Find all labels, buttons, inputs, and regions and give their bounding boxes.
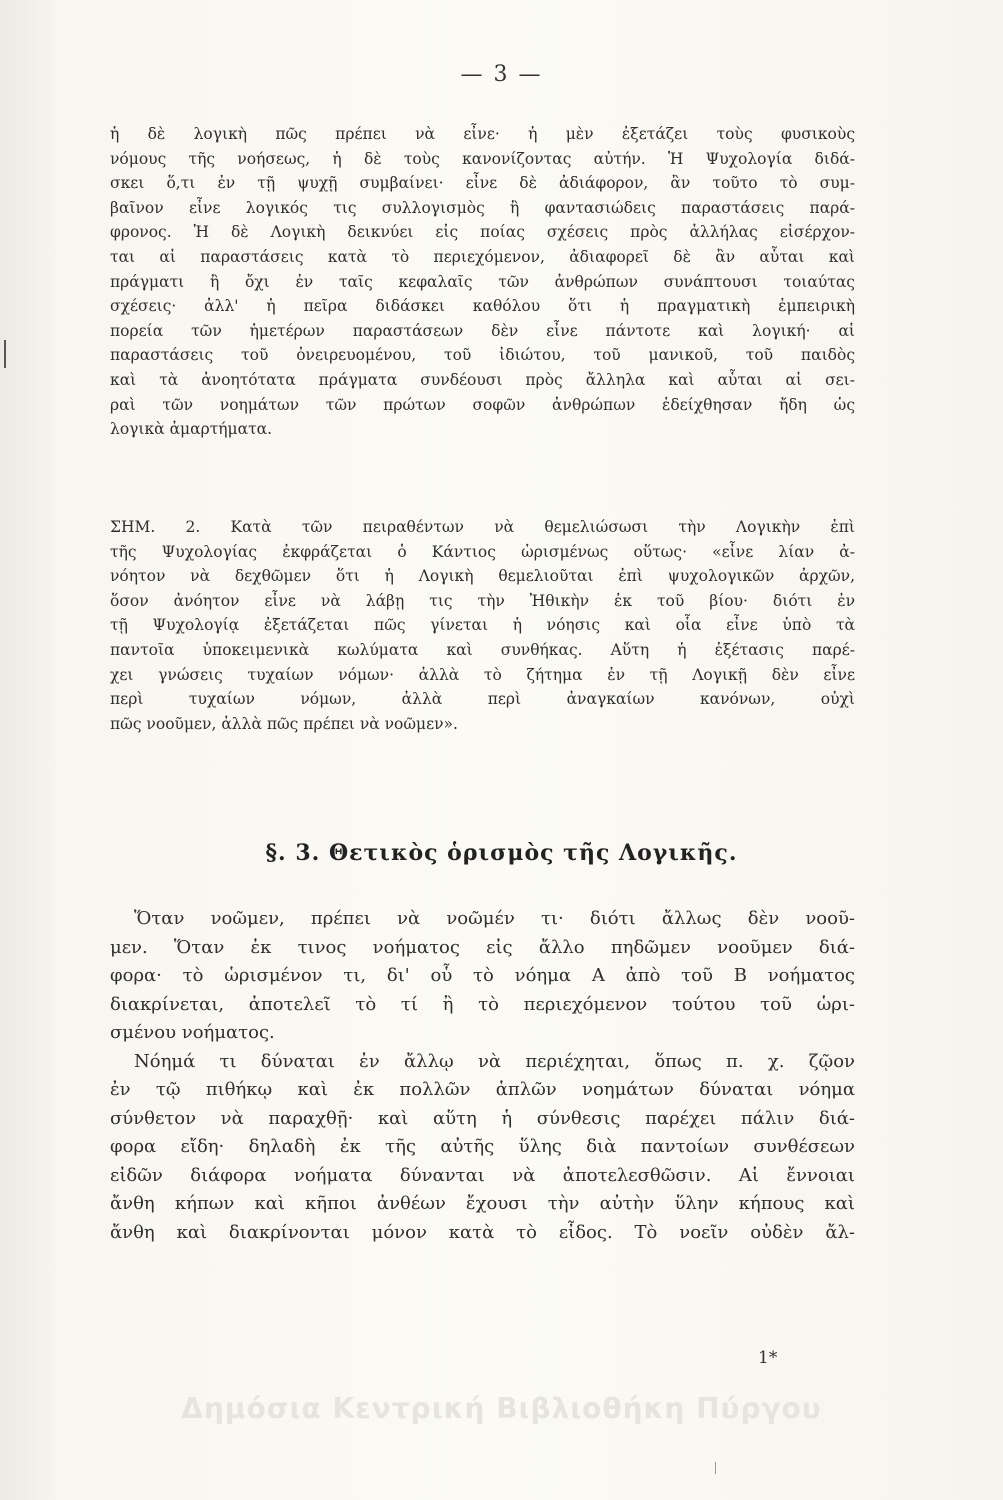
text-line: σύνθετον νὰ παραχθῇ· καὶ αὕτη ἡ σύνθεσις παρέχει πάλιν διά- bbox=[110, 1107, 855, 1129]
text-line: νόμους τῆς νοήσεως, ἡ δὲ τοὺς κανονίζοντας αὐτήν. Ἡ Ψυχολογία διδά- bbox=[110, 149, 855, 168]
text-line: λογικὰ ἁμαρτήματα. bbox=[110, 420, 273, 439]
text-line: Ὅταν νοῶμεν, πρέπει νὰ νοῶμέν τι· διότι ἄλλως δὲν νοοῦ- bbox=[134, 908, 855, 929]
section-heading: §. 3. Θετικὸς ὁρισμὸς τῆς Λογικῆς. bbox=[265, 840, 738, 866]
text-line: τῆς Ψυχολογίας ἐκφράζεται ὁ Κάντιος ὡρισμένως οὕτως· «εἶνε λίαν ἀ- bbox=[110, 542, 855, 561]
text-line: νόητον νὰ δεχθῶμεν ὅτι ἡ Λογικὴ θεμελιοῦται ἐπὶ ψυχολογικῶν ἀρχῶν, bbox=[110, 567, 855, 586]
text-line: ΣΗΜ. 2. Κατὰ τῶν πειραθέντων νὰ θεμελιώσωσι τὴν Λογικὴν ἐπὶ bbox=[110, 518, 855, 536]
text-line: Νόημά τι δύναται ἐν ἄλλῳ νὰ περιέχηται, ὅπως π. χ. ζῷον bbox=[134, 1050, 855, 1072]
text-line: σχέσεις· ἀλλ' ἡ πεῖρα διδάσκει καθόλου ὅτι ἡ πραγματικὴ ἐμπειρικὴ bbox=[110, 297, 855, 316]
text-line: ἄνθη καὶ διακρίνονται μόνον κατὰ τὸ εἶδος. Τὸ νοεῖν οὐδὲν ἄλ- bbox=[110, 1221, 855, 1243]
text-line: μεν. Ὅταν ἐκ τινος νοήματος εἰς ἄλλο πηδῶμεν νοοῦμεν διά- bbox=[110, 936, 855, 958]
text-line: ραὶ τῶν νοημάτων τῶν πρώτων σοφῶν ἀνθρώπων ἐδείχθησαν ἤδη ὡς bbox=[110, 395, 855, 414]
text-line: παντοῖα ὑποκειμενικὰ κωλύματα καὶ συνθήκας. Αὕτη ἡ ἐξέτασις παρέ- bbox=[110, 640, 855, 659]
text-line: πράγματι ἢ ὄχι ἐν ταῖς κεφαλαῖς τῶν ἀνθρώπων συνάπτουσι τοιαύτας bbox=[110, 272, 855, 291]
text-line: πορεία τῶν ἡμετέρων παραστάσεων δὲν εἶνε πάντοτε καὶ λογική· αἱ bbox=[110, 321, 855, 340]
text-line: παραστάσεις τοῦ ὀνειρευομένου, τοῦ ἰδιώτου, τοῦ μανικοῦ, τοῦ παιδὸς bbox=[110, 346, 855, 365]
text-line: τῇ Ψυχολογίᾳ ἐξετάζεται πῶς γίνεται ἡ νόησις καὶ οἷα εἶνε ὑπὸ τὰ bbox=[110, 616, 855, 635]
text-line: ται αἱ παραστάσεις κατὰ τὸ περιεχόμενον, ἀδιαφορεῖ δὲ ἂν αὗται καὶ bbox=[110, 247, 855, 266]
library-watermark: Δημόσια Κεντρική Βιβλιοθήκη Πύργου bbox=[181, 1392, 822, 1425]
text-line: σμένου νοήματος. bbox=[110, 1022, 275, 1043]
margin-mark bbox=[4, 340, 6, 368]
text-line: σκει ὅ,τι ἐν τῇ ψυχῇ συμβαίνει· εἶνε δὲ ἀδιάφορον, ἂν τοῦτο τὸ συμ- bbox=[110, 174, 855, 193]
text-line: πῶς νοοῦμεν, ἀλλὰ πῶς πρέπει νὰ νοῶμεν». bbox=[110, 714, 458, 733]
text-line: διακρίνεται, ἀποτελεῖ τὸ τί ἢ τὸ περιεχόμενον τούτου τοῦ ὡρι- bbox=[110, 993, 855, 1015]
paragraph-logic-vs-psychology bbox=[110, 122, 855, 442]
text-line: ἡ δὲ λογικὴ πῶς πρέπει νὰ εἶνε· ἡ μὲν ἐξετάζει τοὺς φυσικοὺς bbox=[110, 125, 855, 143]
text-line: ἄνθη κήπων καὶ κῆποι ἀνθέων ἔχουσι τὴν αὐτὴν ὕλην κήπους καὶ bbox=[110, 1193, 855, 1214]
text-line: ἐν τῷ πιθήκῳ καὶ ἐκ πολλῶν ἁπλῶν νοημάτων δύναται νόημα bbox=[110, 1079, 855, 1100]
text-line: χει γνώσεις τυχαίων νόμων· ἀλλὰ τὸ ζήτημα ἐν τῇ Λογικῇ δὲν εἶνε bbox=[110, 665, 855, 684]
page-number: — 3 — bbox=[460, 62, 543, 87]
text-line: καὶ τὰ ἀνοητότατα πράγματα συνδέουσι πρὸς ἄλληλα καὶ αὗται αἱ σει- bbox=[110, 370, 855, 389]
text-line: φρονος. Ἡ δὲ Λογικὴ δεικνύει εἰς ποίας σχέσεις πρὸς ἀλλήλας εἰσέρχον- bbox=[110, 223, 855, 242]
section-body bbox=[110, 905, 855, 1247]
text-line: βαῖνον εἶνε λογικός τις συλλογισμὸς ἢ φαντασιώδεις παραστάσεις παρά- bbox=[110, 198, 855, 217]
text-line: φορα εἴδη· δηλαδὴ ἐκ τῆς αὐτῆς ὕλης διὰ παντοίων συνθέσεων bbox=[110, 1136, 855, 1157]
note-paragraph bbox=[110, 515, 855, 736]
scan-artifact bbox=[715, 1462, 716, 1474]
text-line: περὶ τυχαίων νόμων, ἀλλὰ περὶ ἀναγκαίων κανόνων, οὐχὶ bbox=[110, 690, 855, 709]
signature-mark: 1* bbox=[758, 1348, 778, 1368]
text-line: εἰδῶν διάφορα νοήματα δύνανται νὰ ἀποτελεσθῶσιν. Αἱ ἔννοιαι bbox=[110, 1164, 855, 1186]
text-line: φορα· τὸ ὡρισμένον τι, δι' οὗ τὸ νόημα Α ἀπὸ τοῦ Β νοήματος bbox=[110, 965, 855, 986]
text-line: ὅσον ἀνόητον εἶνε νὰ λάβῃ τις τὴν Ἠθικὴν ἐκ τοῦ βίου· διότι ἐν bbox=[110, 591, 855, 610]
